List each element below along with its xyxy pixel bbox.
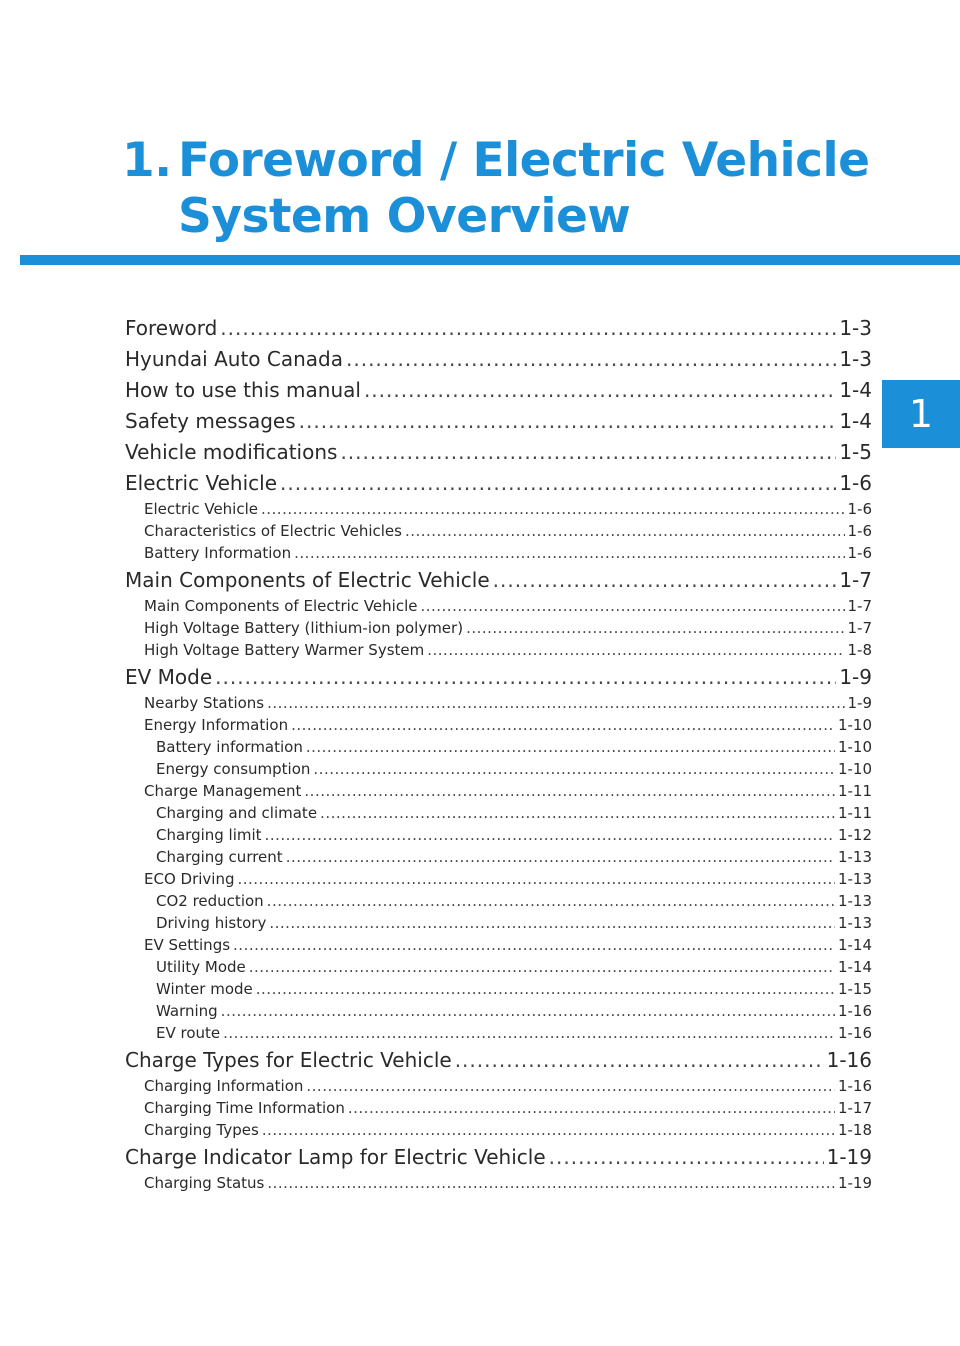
toc-entry-level-1[interactable] (125, 468, 872, 498)
toc-entry-label: EV Mode (125, 665, 213, 689)
toc-entry-level-1[interactable] (125, 344, 872, 374)
toc-entry-level-2[interactable] (125, 934, 872, 956)
toc-entry-label: EV route (156, 1024, 221, 1042)
toc-dot-leader (237, 868, 834, 890)
toc-entry-level-1[interactable] (125, 406, 872, 436)
toc-dot-leader (294, 542, 844, 564)
toc-entry-level-2[interactable] (125, 1075, 872, 1097)
toc-dot-leader (223, 1022, 835, 1044)
toc-dot-leader (249, 956, 835, 978)
toc-entry-page: 1-7 (847, 597, 872, 615)
toc-dot-leader (269, 912, 835, 934)
toc-dot-leader (320, 802, 835, 824)
toc-entry-page: 1-9 (847, 694, 872, 712)
toc-entry-page: 1-4 (839, 409, 872, 433)
toc-entry-level-2[interactable] (125, 520, 872, 542)
toc-dot-leader (549, 1142, 824, 1172)
toc-dot-leader (233, 934, 835, 956)
toc-entry-label: Battery Information (144, 544, 292, 562)
toc-entry-page: 1-8 (847, 641, 872, 659)
toc-entry-label: Charging Time Information (144, 1099, 345, 1117)
toc-dot-leader (299, 406, 837, 436)
toc-dot-leader (304, 780, 835, 802)
toc-entry-level-3[interactable] (125, 1000, 872, 1022)
toc-entry-level-3[interactable] (125, 956, 872, 978)
toc-entry-page: 1-4 (839, 378, 872, 402)
toc-entry-page: 1-14 (837, 958, 872, 976)
toc-entry-page: 1-10 (837, 738, 872, 756)
toc-entry-page: 1-3 (839, 347, 872, 371)
toc-entry-page: 1-19 (826, 1145, 872, 1169)
toc-entry-label: Utility Mode (156, 958, 246, 976)
toc-entry-page: 1-13 (837, 892, 872, 910)
toc-dot-leader (364, 375, 836, 405)
toc-entry-page: 1-13 (837, 848, 872, 866)
toc-entry-page: 1-16 (837, 1024, 872, 1042)
chapter-tab[interactable] (882, 380, 960, 448)
toc-entry-level-3[interactable] (125, 736, 872, 758)
toc-entry-page: 1-12 (837, 826, 872, 844)
toc-entry-label: Energy Information (144, 716, 289, 734)
toc-entry-label: Charge Management (144, 782, 302, 800)
toc-entry-label: Charging Information (144, 1077, 304, 1095)
toc-entry-level-2[interactable] (125, 1172, 872, 1194)
toc-entry-level-1[interactable] (125, 662, 872, 692)
toc-dot-leader (313, 758, 835, 780)
chapter-title-line2: System Overview (178, 189, 631, 244)
toc-entry-page: 1-6 (839, 471, 872, 495)
toc-entry-level-2[interactable] (125, 542, 872, 564)
toc-entry-page: 1-14 (837, 936, 872, 954)
toc-entry-level-2[interactable] (125, 639, 872, 661)
toc-entry-label: EV Settings (144, 936, 231, 954)
toc-entry-level-1[interactable] (125, 375, 872, 405)
toc-entry-label: Foreword (125, 316, 218, 340)
toc-entry-level-3[interactable] (125, 890, 872, 912)
toc-dot-leader (346, 344, 836, 374)
toc-entry-level-2[interactable] (125, 1119, 872, 1141)
toc-entry-label: ECO Driving (144, 870, 235, 888)
toc-entry-label: Driving history (156, 914, 267, 932)
toc-dot-leader (267, 1172, 835, 1194)
toc-entry-level-1[interactable] (125, 1142, 872, 1172)
toc-dot-leader (267, 890, 835, 912)
toc-entry-page: 1-5 (839, 440, 872, 464)
toc-entry-label: How to use this manual (125, 378, 361, 402)
toc-entry-page: 1-16 (837, 1002, 872, 1020)
toc-dot-leader (267, 692, 844, 714)
toc-entry-label: Safety messages (125, 409, 296, 433)
toc-entry-level-2[interactable] (125, 692, 872, 714)
toc-entry-label: Nearby Stations (144, 694, 265, 712)
toc-dot-leader (427, 639, 844, 661)
toc-entry-level-3[interactable] (125, 978, 872, 1000)
toc-dot-leader (306, 736, 835, 758)
toc-dot-leader (220, 313, 836, 343)
toc-dot-leader (466, 617, 844, 639)
toc-entry-label: Winter mode (156, 980, 253, 998)
toc-entry-label: High Voltage Battery Warmer System (144, 641, 425, 659)
toc-dot-leader (280, 468, 836, 498)
chapter-tab-label: 1 (908, 392, 934, 436)
toc-entry-page: 1-13 (837, 870, 872, 888)
toc-dot-leader (215, 662, 836, 692)
toc-entry-page: 1-9 (839, 665, 872, 689)
toc-entry-level-1[interactable] (125, 313, 872, 343)
toc-entry-level-3[interactable] (125, 824, 872, 846)
toc-entry-label: Vehicle modifications (125, 440, 338, 464)
toc-entry-level-1[interactable] (125, 1045, 872, 1075)
toc-entry-page: 1-7 (839, 568, 872, 592)
toc-entry-label: Warning (156, 1002, 218, 1020)
toc-entry-page: 1-11 (837, 804, 872, 822)
toc-entry-label: Electric Vehicle (144, 500, 258, 518)
toc-entry-level-1[interactable] (125, 565, 872, 595)
toc-dot-leader (291, 714, 835, 736)
toc-entry-page: 1-17 (837, 1099, 872, 1117)
toc-entry-page: 1-7 (847, 619, 872, 637)
toc-entry-label: Hyundai Auto Canada (125, 347, 343, 371)
toc-entry-label: Charge Indicator Lamp for Electric Vehicle (125, 1145, 546, 1169)
toc-dot-leader (306, 1075, 835, 1097)
toc-entry-level-2[interactable] (125, 617, 872, 639)
toc-entry-page: 1-10 (837, 760, 872, 778)
toc-entry-level-2[interactable] (125, 595, 872, 617)
toc-entry-level-1[interactable] (125, 437, 872, 467)
toc-entry-page: 1-16 (837, 1077, 872, 1095)
toc-entry-level-3[interactable] (125, 1022, 872, 1044)
toc-dot-leader (340, 437, 836, 467)
toc-entry-page: 1-3 (839, 316, 872, 340)
chapter-title-line1: Foreword / Electric Vehicle (178, 133, 870, 188)
toc-dot-leader (493, 565, 837, 595)
toc-entry-level-2[interactable] (125, 1097, 872, 1119)
toc-entry-level-3[interactable] (125, 758, 872, 780)
toc-dot-leader (221, 1000, 835, 1022)
toc-entry-label: Battery information (156, 738, 303, 756)
toc-entry-page: 1-13 (837, 914, 872, 932)
toc-entry-level-2[interactable] (125, 714, 872, 736)
toc-dot-leader (348, 1097, 835, 1119)
toc-entry-page: 1-6 (847, 544, 872, 562)
toc-entry-label: Characteristics of Electric Vehicles (144, 522, 402, 540)
toc-dot-leader (261, 498, 845, 520)
toc-entry-label: Charge Types for Electric Vehicle (125, 1048, 452, 1072)
toc-entry-page: 1-11 (837, 782, 872, 800)
toc-entry-label: Energy consumption (156, 760, 311, 778)
toc-dot-leader (455, 1045, 824, 1075)
toc-dot-leader (420, 595, 844, 617)
toc-entry-level-2[interactable] (125, 780, 872, 802)
title-rule (20, 255, 960, 265)
toc-entry-label: Charging Status (144, 1174, 265, 1192)
toc-entry-level-3[interactable] (125, 802, 872, 824)
toc-entry-level-2[interactable] (125, 868, 872, 890)
toc-entry-level-3[interactable] (125, 912, 872, 934)
toc-entry-label: Charging current (156, 848, 283, 866)
chapter-number: 1. (122, 133, 172, 188)
toc-entry-label: High Voltage Battery (lithium-ion polymer) (144, 619, 464, 637)
toc-dot-leader (265, 824, 835, 846)
toc-entry-page: 1-18 (837, 1121, 872, 1139)
toc-entry-page: 1-19 (837, 1174, 872, 1192)
toc-entry-page: 1-16 (826, 1048, 872, 1072)
toc-entry-page: 1-15 (837, 980, 872, 998)
toc-entry-page: 1-10 (837, 716, 872, 734)
toc-entry-label: Electric Vehicle (125, 471, 277, 495)
toc-entry-level-2[interactable] (125, 498, 872, 520)
toc-dot-leader (405, 520, 845, 542)
toc-entry-page: 1-6 (847, 522, 872, 540)
toc-entry-label: Charging Types (144, 1121, 259, 1139)
toc-entry-label: Charging limit (156, 826, 262, 844)
toc-entry-level-3[interactable] (125, 846, 872, 868)
toc-entry-page: 1-6 (847, 500, 872, 518)
toc-dot-leader (256, 978, 835, 1000)
toc-entry-label: CO2 reduction (156, 892, 264, 910)
toc-entry-label: Charging and climate (156, 804, 318, 822)
toc-entry-label: Main Components of Electric Vehicle (144, 597, 418, 615)
toc-entry-label: Main Components of Electric Vehicle (125, 568, 490, 592)
table-of-contents (125, 313, 872, 1194)
toc-dot-leader (262, 1119, 835, 1141)
toc-dot-leader (286, 846, 835, 868)
